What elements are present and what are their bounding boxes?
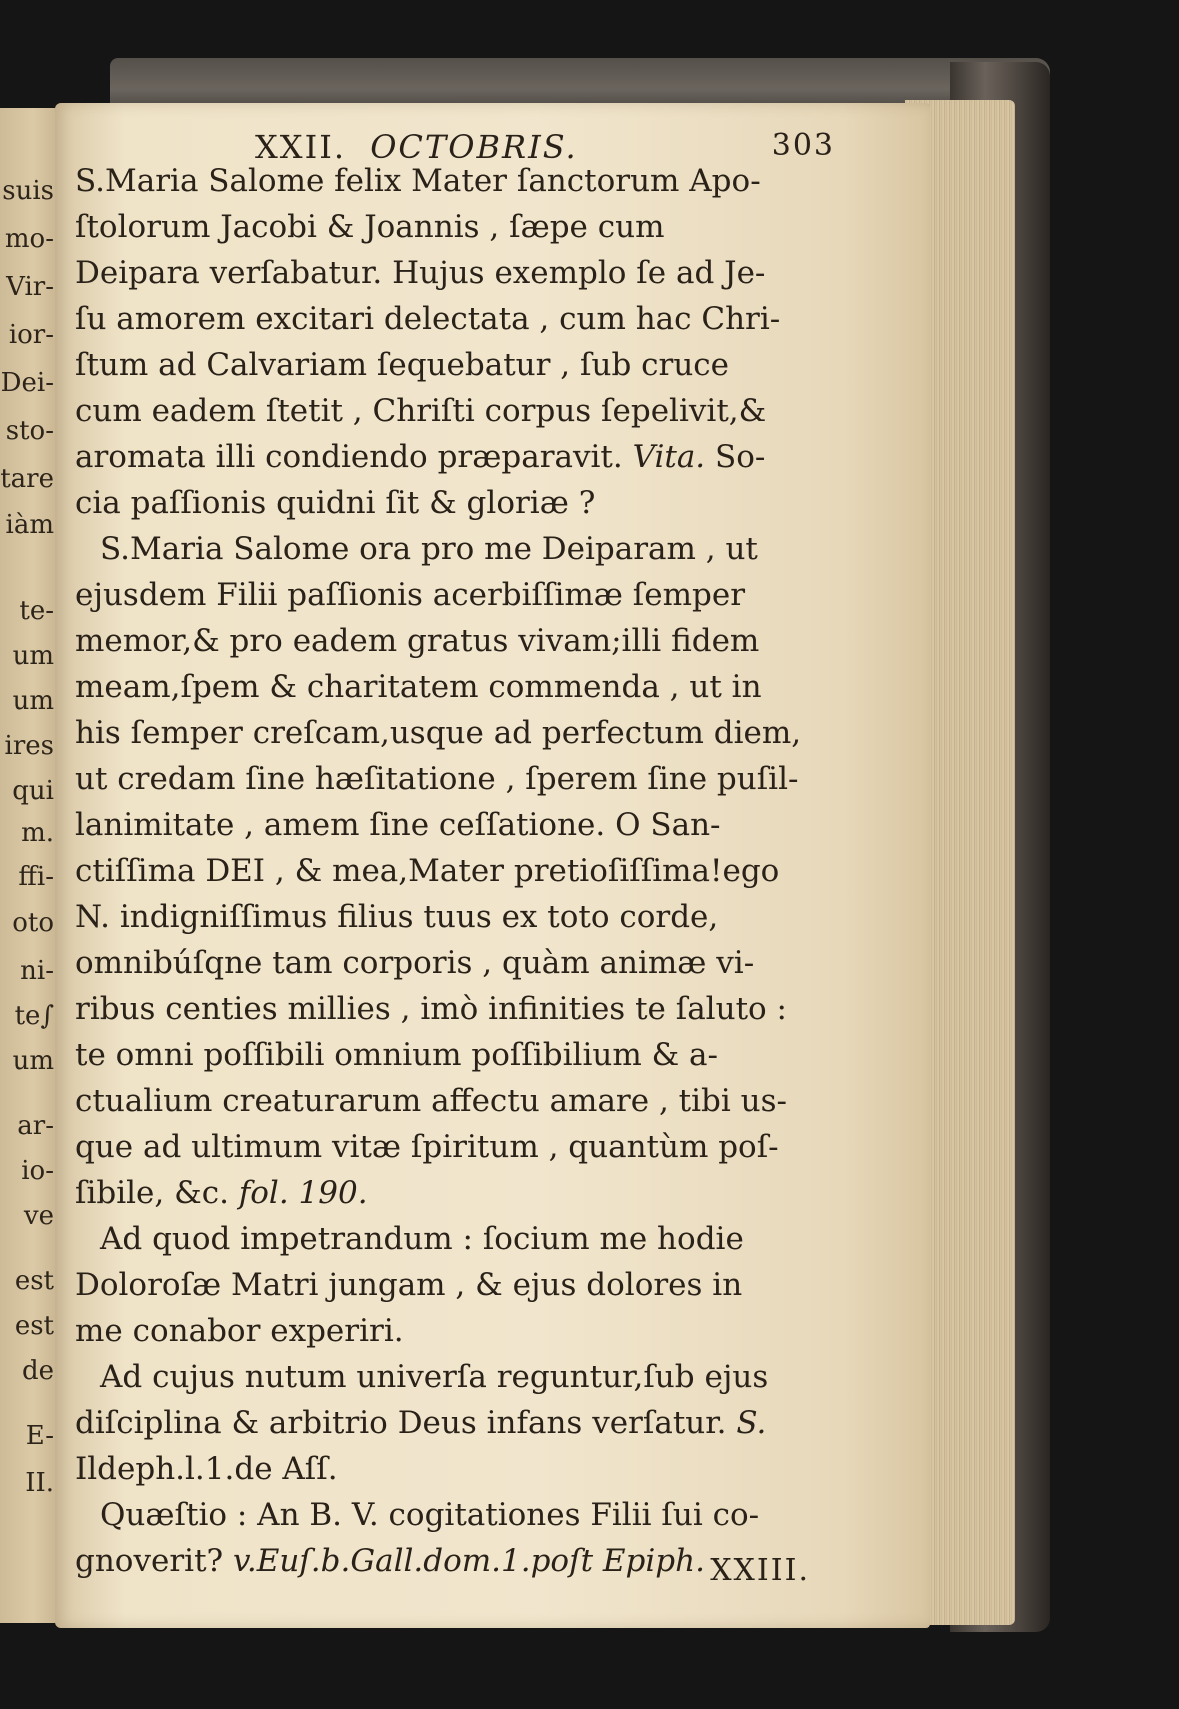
text-line — [75, 1313, 805, 1349]
book-page — [55, 103, 930, 1628]
left-page-fragment: um — [12, 1046, 54, 1076]
text-line — [75, 853, 805, 889]
left-page-fragment: oto — [12, 908, 54, 938]
left-page-fragment: Vir- — [6, 272, 54, 302]
text-line — [75, 577, 805, 613]
left-page-fragment: est — [14, 1311, 54, 1341]
text-line — [75, 209, 805, 245]
line-text: ſu amorem excitari delectata , cum hac Chri- — [75, 301, 781, 337]
line-text: ut credam ſine hæſitatione , ſperem ſine puſil- — [75, 761, 799, 797]
line-text: lanimitate , amem ſine ceſſatione. O San- — [75, 807, 721, 843]
line-text: diſciplina & arbitrio Deus infans verſatur. — [75, 1405, 727, 1441]
text-line — [75, 439, 805, 475]
line-text: ejusdem Filii paſſionis acerbiſſimæ ſemper — [75, 577, 746, 613]
page-number: 303 — [771, 128, 835, 163]
text-line — [100, 531, 800, 567]
left-page-fragment: suis — [2, 176, 54, 206]
line-text: ctualium creaturarum affectu amare , tibi us- — [75, 1083, 787, 1119]
line-text: cia paſſionis quidni ſit & gloriæ ? — [75, 485, 596, 521]
left-page-fragment: um — [12, 641, 54, 671]
text-line — [75, 393, 805, 429]
inline-reference: Vita. — [622, 439, 706, 475]
running-header — [255, 128, 835, 166]
text-line — [75, 991, 805, 1027]
inline-reference: v.Euſ.b.Gall.dom.1.poſt Epiph. — [223, 1543, 705, 1579]
inline-reference: So- — [705, 439, 766, 475]
left-page-fragment: ior- — [8, 320, 54, 350]
line-text: gnoverit? — [75, 1543, 224, 1579]
line-text: meam,ſpem & charitatem commenda , ut in — [75, 669, 762, 705]
page-text — [55, 103, 930, 1628]
text-line — [75, 347, 805, 383]
left-page-fragment: te- — [19, 596, 54, 626]
line-text: Ad quod impetrandum : ſocium me hodie — [100, 1221, 744, 1257]
left-page-fragment: iàm — [5, 510, 54, 540]
inline-reference: S. — [726, 1405, 767, 1441]
text-line — [75, 163, 805, 199]
line-text: Quæſtio : An B. V. cogitationes Filii ſui co- — [100, 1497, 760, 1533]
line-text: omnibúſqne tam corporis , quàm animæ vi- — [75, 945, 755, 981]
left-page-fragment: tare — [0, 464, 54, 494]
inline-reference: fol. 190. — [228, 1175, 368, 1211]
line-text: ſtum ad Calvariam ſequebatur , ſub cruce — [75, 347, 729, 383]
text-line — [75, 1267, 805, 1303]
line-text: ſibile, &c. — [75, 1175, 229, 1211]
line-text: S.Maria Salome felix Mater ſanctorum Apo- — [75, 163, 761, 199]
line-text: his ſemper creſcam,usque ad perfectum diem, — [75, 715, 802, 751]
text-line — [100, 1221, 800, 1257]
line-text: S.Maria Salome ora pro me Deiparam , ut — [100, 531, 758, 567]
line-text: Deipara verſabatur. Hujus exemplo ſe ad Je- — [75, 255, 766, 291]
left-page-fragment: Dei- — [0, 368, 54, 398]
text-line — [75, 1451, 805, 1487]
left-page-fragment: mo- — [4, 224, 54, 254]
header-title: OCTOBRIS. — [370, 128, 578, 166]
line-text: ribus centies millies , imò infinities te ſaluto : — [75, 991, 787, 1027]
line-text: N. indigniſſimus filius tuus ex toto corde, — [75, 899, 719, 935]
left-page-fragment: E- — [25, 1421, 54, 1451]
text-line — [75, 485, 805, 521]
catchword: XXIII. — [710, 1553, 810, 1588]
line-text: me conabor experiri. — [75, 1313, 404, 1349]
line-text: te omni poſſibili omnium poſſibilium & a- — [75, 1037, 718, 1073]
left-page-fragment: II. — [25, 1468, 54, 1498]
text-line — [75, 1129, 805, 1165]
text-line — [75, 301, 805, 337]
left-page-fragment: ffi- — [18, 862, 54, 892]
line-text: Ildeph.l.1.de Aſſ. — [75, 1451, 338, 1487]
left-page-fragment: io- — [21, 1156, 54, 1186]
line-text: ſtolorum Jacobi & Joannis , ſæpe cum — [75, 209, 665, 245]
text-line — [75, 807, 805, 843]
text-line — [100, 1497, 800, 1533]
text-line — [75, 1543, 805, 1579]
left-page-fragment: te∫ — [14, 1001, 54, 1031]
text-line — [75, 1405, 805, 1441]
text-line — [75, 623, 805, 659]
left-page-fragment: um — [12, 686, 54, 716]
text-line — [75, 945, 805, 981]
text-line — [75, 899, 805, 935]
line-text: memor,& pro eadem gratus vivam;illi fidem — [75, 623, 760, 659]
left-page-fragment: qui — [12, 776, 54, 806]
line-text: que ad ultimum vitæ ſpiritum , quantùm poſ- — [75, 1129, 779, 1165]
text-line — [75, 255, 805, 291]
line-text: aromata illi condiendo præparavit. — [75, 439, 623, 475]
text-line — [75, 669, 805, 705]
header-prefix: XXII. — [255, 128, 347, 166]
line-text: Ad cujus nutum univerſa reguntur,ſub ejus — [100, 1359, 769, 1395]
line-text: Doloroſæ Matri jungam , & ejus dolores in — [75, 1267, 743, 1303]
text-line — [75, 1037, 805, 1073]
left-page-fragment: de — [21, 1356, 54, 1386]
left-page-fragment: sto- — [5, 416, 54, 446]
left-page-fragment: ar- — [17, 1111, 54, 1141]
text-line — [75, 1175, 805, 1211]
left-page-fragment: est — [14, 1266, 54, 1296]
left-page-fragment: m. — [21, 818, 54, 848]
line-text: ctiſſima DEI , & mea,Mater pretioſiſſima!ego — [75, 853, 780, 889]
left-page-fragment: ires — [4, 731, 54, 761]
left-page-fragment: ve — [23, 1201, 54, 1231]
text-line — [75, 715, 805, 751]
previous-page-sliver — [0, 108, 60, 1623]
text-line — [100, 1359, 800, 1395]
text-line — [75, 761, 805, 797]
text-line — [75, 1083, 805, 1119]
left-page-fragment: ni- — [20, 956, 54, 986]
line-text: cum eadem ſtetit , Chriſti corpus ſepelivit,& — [75, 393, 767, 429]
